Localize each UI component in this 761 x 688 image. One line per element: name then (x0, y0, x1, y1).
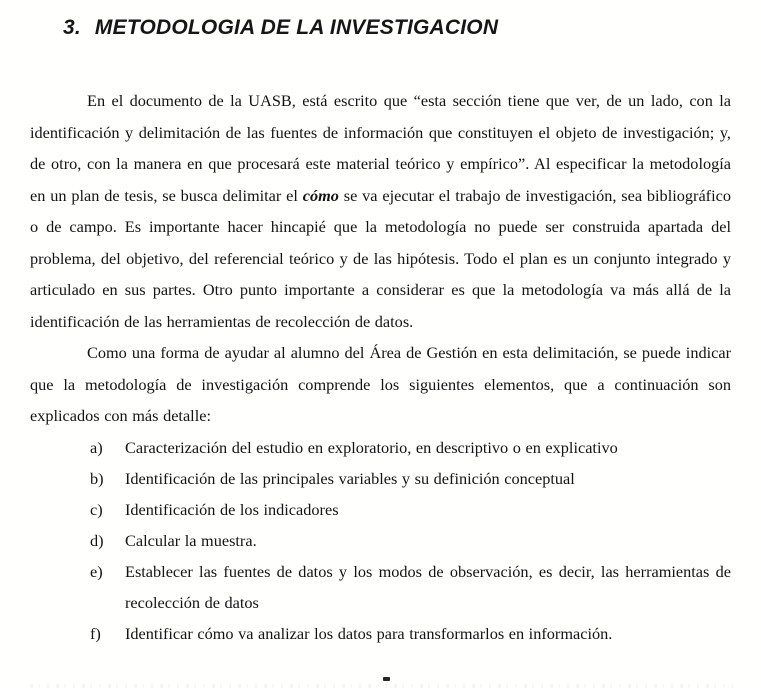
list-item-text: Caracterización del estudio en exploratorio, en descriptivo o en explicativo (125, 437, 618, 457)
paragraph-1-text-end: se va ejecutar el trabajo de investigación, sea bibliográfico o de campo. Es importante hacer hincapié que la metodología no puede ser construida apartada del problema, del objetivo, del referencial teórico y de las hipótesis. Todo el plan es un conjunto integrado y articulado en sus partes. Otro punto importante a considerar es que la metodología va más allá de la identificación de las herramientas de recolección de datos. (30, 185, 731, 331)
list-item (30, 463, 731, 494)
section-heading (63, 16, 731, 40)
list-item-marker: d) (90, 530, 104, 550)
list-item-marker: a) (90, 437, 103, 457)
cutoff-next-line (30, 684, 733, 688)
list-item-text: Establecer las fuentes de datos y los modos de observación, es decir, las herramientas de recolección de datos (125, 561, 731, 612)
list-item-marker: c) (90, 499, 103, 519)
list-item-marker: e) (90, 561, 103, 581)
list-item (30, 494, 731, 525)
paragraph-1-text-start: En el documento de la UASB, está escrito que “esta sección tiene que ver, de un lado, con la identificación y delimitación de las fuentes de información que constituyen el objeto de investigación; y, de otro, con la manera en que procesará este material teórico y empírico”. Al especificar la metodología en un plan de tesis, se busca delimitar el (30, 91, 731, 205)
list-item-marker: b) (90, 468, 104, 488)
list-item (30, 618, 731, 649)
list-item (30, 556, 731, 618)
list-item-marker: f) (90, 623, 101, 643)
section-heading-text: METODOLOGIA DE LA INVESTIGACION (94, 16, 499, 39)
list-item (30, 432, 731, 463)
list-item-text: Identificación de las principales variables y su definición conceptual (125, 468, 575, 488)
emphasized-word: cómo (302, 185, 339, 205)
list-item-text: Calcular la muestra. (125, 530, 257, 550)
paragraph-2: Como una forma de ayudar al alumno del Área de Gestión en esta delimitación, se puede indicar que la metodología de investigación comprende los siguientes elementos, que a continuación son explicados con más detalle: (30, 343, 731, 425)
cutoff-glyph-fragment (383, 677, 390, 681)
section-number: 3. (63, 16, 81, 39)
paragraph-1 (30, 85, 731, 337)
list-item-text: Identificar cómo va analizar los datos para transformarlos en información. (125, 623, 613, 643)
methodology-elements-list (30, 432, 731, 649)
list-item-text: Identificación de los indicadores (125, 499, 339, 519)
list-item (30, 525, 731, 556)
